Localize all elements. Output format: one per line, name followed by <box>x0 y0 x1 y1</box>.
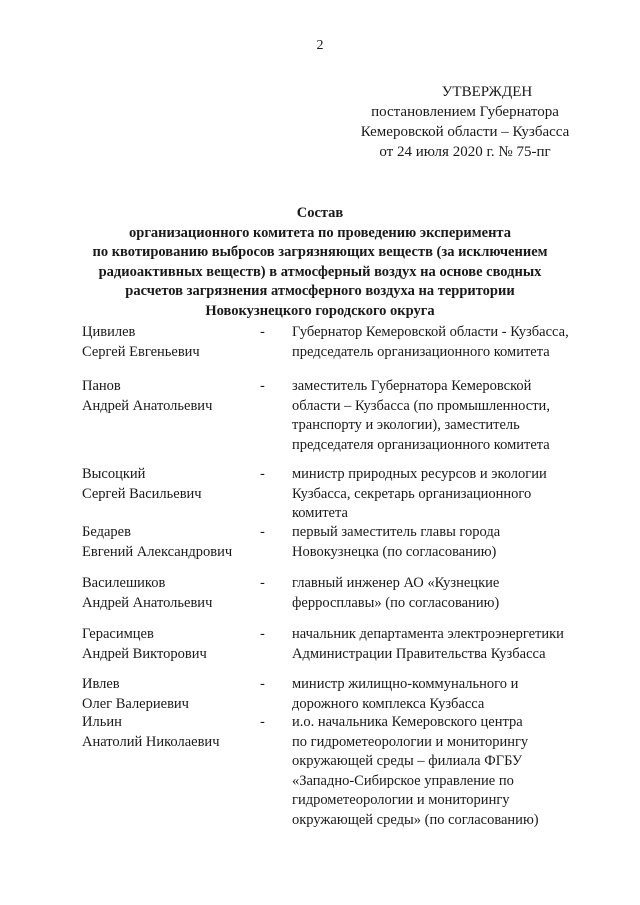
heading-title: Состав <box>296 205 344 221</box>
approval-line: Кемеровской области – Кузбасса <box>360 124 570 140</box>
member-dash: - <box>260 626 265 642</box>
member-given-name: Анатолий Николаевич <box>82 733 220 750</box>
role-line: гидрометеорологии и мониторингу <box>292 792 510 808</box>
member-name <box>82 625 262 664</box>
approval-stamp <box>330 82 600 162</box>
role-line: комитета <box>292 505 348 521</box>
member-given-name: Андрей Анатольевич <box>82 397 213 414</box>
member-surname: Цивилев <box>82 324 136 340</box>
heading-line: радиоактивных веществ) в атмосферный воздух на основе сводных <box>98 263 542 280</box>
member-surname: Герасимцев <box>82 626 154 642</box>
heading-line: расчетов загрязнения атмосферного воздуха на территории <box>125 283 515 299</box>
member-dash: - <box>260 575 265 591</box>
member-dash: - <box>260 524 265 540</box>
heading-line: по квотированию выбросов загрязняющих веществ (за исключением <box>92 244 548 260</box>
member-given-name: Андрей Анатольевич <box>82 594 213 611</box>
member-dash: - <box>260 378 265 394</box>
member-role <box>292 377 592 455</box>
role-line: окружающей среды – филиала ФГБУ <box>292 753 523 769</box>
member-name <box>82 377 262 416</box>
member-surname: Панов <box>82 378 121 394</box>
member-role <box>292 625 592 664</box>
role-line: транспорту и экологии), заместитель <box>292 417 520 433</box>
role-line: заместитель Губернатора Кемеровской <box>292 378 532 394</box>
member-role <box>292 574 592 613</box>
member-role <box>292 675 592 714</box>
member-dash: - <box>260 714 265 730</box>
member-surname: Ивлев <box>82 676 120 692</box>
role-line: ферросплавы» (по согласованию) <box>292 594 500 611</box>
member-name <box>82 465 262 504</box>
role-line: области – Кузбасса (по промышленности, <box>292 397 550 414</box>
approval-line: постановлением Губернатора <box>371 104 559 120</box>
approval-line: от 24 июля 2020 г. № 75-пг <box>379 144 551 160</box>
member-role <box>292 465 592 524</box>
member-name <box>82 713 262 752</box>
role-line: Кузбасса, секретарь организационного <box>292 485 532 502</box>
member-surname: Бедарев <box>82 524 131 540</box>
role-line: министр природных ресурсов и экологии <box>292 466 547 482</box>
role-line: начальник департамента электроэнергетики <box>292 626 564 642</box>
member-name <box>82 574 262 613</box>
member-name <box>82 675 262 714</box>
member-dash: - <box>260 466 265 482</box>
member-given-name: Евгений Александрович <box>82 543 233 560</box>
page-number: 2 <box>316 38 324 53</box>
member-given-name: Олег Валериевич <box>82 695 189 712</box>
heading-line: организационного комитета по проведению эксперимента <box>129 224 511 241</box>
document-heading <box>80 204 560 321</box>
role-line: по гидрометеорологии и мониторингу <box>292 733 529 750</box>
role-line: первый заместитель главы города <box>292 524 501 540</box>
member-surname: Василешиков <box>82 575 166 591</box>
approval-title: УТВЕРЖДЕН <box>441 84 533 100</box>
member-surname: Высоцкий <box>82 466 146 482</box>
role-line: окружающей среды» (по согласованию) <box>292 811 539 828</box>
role-line: председатель организационного комитета <box>292 343 550 360</box>
member-name <box>82 523 262 562</box>
role-line: председателя организационного комитета <box>292 436 550 453</box>
role-line: и.о. начальника Кемеровского центра <box>292 714 523 730</box>
member-dash: - <box>260 324 265 340</box>
member-role <box>292 523 592 562</box>
heading-line: Новокузнецкого городского округа <box>205 302 435 319</box>
role-line: дорожного комплекса Кузбасса <box>292 695 485 712</box>
member-dash: - <box>260 676 265 692</box>
member-name <box>82 323 262 362</box>
member-surname: Ильин <box>82 714 122 730</box>
role-line: Администрации Правительства Кузбасса <box>292 645 546 662</box>
member-given-name: Андрей Викторович <box>82 645 207 662</box>
role-line: министр жилищно-коммунального и <box>292 676 519 692</box>
member-role <box>292 323 592 362</box>
role-line: Новокузнецка (по согласованию) <box>292 543 497 560</box>
member-given-name: Сергей Евгеньевич <box>82 343 200 360</box>
role-line: Губернатор Кемеровской области - Кузбасса, <box>292 324 569 340</box>
member-role <box>292 713 592 830</box>
role-line: «Западно-Сибирское управление по <box>292 772 514 789</box>
member-given-name: Сергей Васильевич <box>82 485 202 502</box>
role-line: главный инженер АО «Кузнецкие <box>292 575 500 591</box>
